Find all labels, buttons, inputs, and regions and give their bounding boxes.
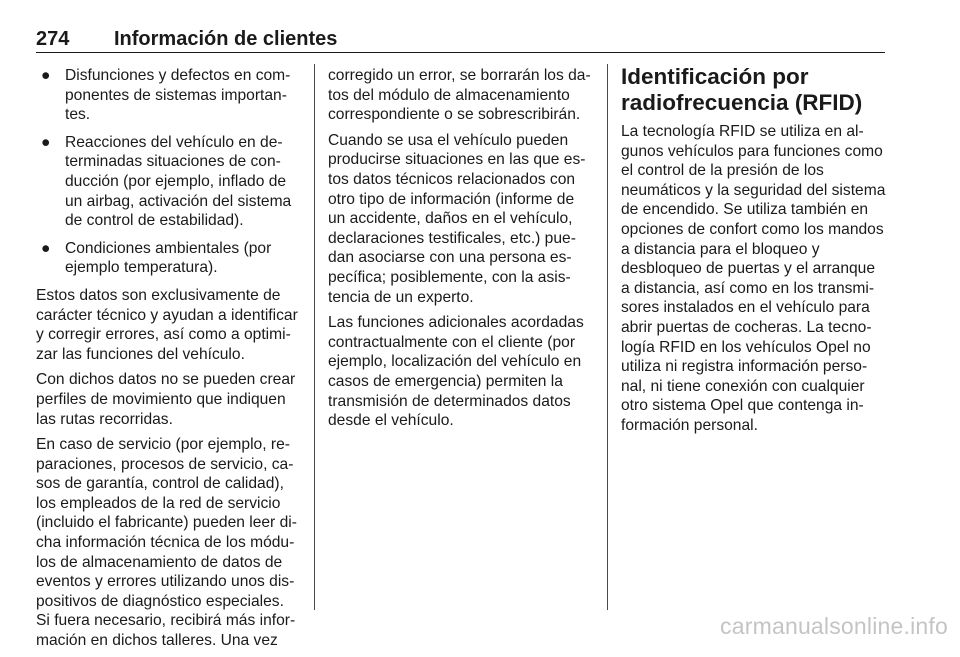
bullet-icon: ● [41, 239, 51, 257]
page-number: 274 [36, 28, 70, 50]
paragraph: Estos datos son exclusivamente de carácter técnico y ayudan a identificar y corregir errores, así como a optimizar las funciones del vehículo. [36, 286, 298, 363]
list-item-text: Condiciones ambientales (por ejemplo temperatura). [65, 239, 272, 277]
paragraph: corregido un error, se borrarán los datos del módulo de almacenamiento correspondiente o se sobrescribirán. [328, 67, 591, 124]
running-title: Información de clientes [114, 28, 338, 50]
list-item-text: Disfunciones y defectos en componentes de sistemas importantes. [65, 67, 291, 124]
paragraph: Las funciones adicionales acordadas contractualmente con el cliente (por ejemplo, localización del vehículo en casos de emergencia) permiten la transmisión de determinados datos desde el vehículo. [328, 314, 584, 430]
watermark: carmanualsonline.info [720, 613, 948, 639]
list-item [36, 66, 302, 125]
section-heading: Identificación por radiofrecuencia (RFID) [621, 64, 863, 115]
column-divider-1 [314, 64, 315, 610]
paragraph: En caso de servicio (por ejemplo, reparaciones, procesos de servicio, casos de garantía, control de calidad), los empleados de la red de servicio (incluido el fabricante) pueden leer dicha información técnica de los módulos de almacenamiento de datos de eventos y errores utilizando unos dispositivos de diagnóstico especiales. Si fuera necesario, recibirá más información en dichos talleres. Una vez [36, 436, 297, 650]
column-3 [621, 66, 887, 442]
paragraph: La tecnología RFID se utiliza en algunos vehículos para funciones como el control de la presión de los neumáticos y la seguridad del sistema de encendido. Se utiliza también en opciones de confort como los mandos a distancia para el bloqueo y desbloqueo de puertas y el arranque a distancia, así como en los transmisores instalados en el vehículo para abrir puertas de cocheras. La tecnología RFID en los vehículos Opel no utiliza ni registra información personal, ni tiene conexión con cualquier otro sistema Opel que contenga información personal. [621, 123, 886, 434]
bullet-icon: ● [41, 133, 51, 151]
column-2 [328, 66, 594, 437]
column-1 [36, 66, 302, 657]
paragraph: Cuando se usa el vehículo pueden producirse situaciones en las que estos datos técnicos relacionados con otro tipo de información (informe de un accidente, daños en el vehículo, declaraciones testificales, etc.) puedan asociarse con una persona específica; posiblemente, con la asistencia de un experto. [328, 131, 586, 306]
column-divider-2 [607, 64, 608, 610]
page-header [36, 26, 885, 53]
paragraph: Con dichos datos no se pueden crear perfiles de movimiento que indiquen las rutas recorridas. [36, 371, 296, 428]
list-item [36, 239, 302, 278]
bullet-list [36, 66, 302, 278]
list-item-text: Reacciones del vehículo en determinadas situaciones de conducción (por ejemplo, inflado de un airbag, activación del sistema de control de estabilidad). [65, 133, 292, 230]
bullet-icon: ● [41, 67, 51, 84]
list-item [36, 133, 302, 231]
